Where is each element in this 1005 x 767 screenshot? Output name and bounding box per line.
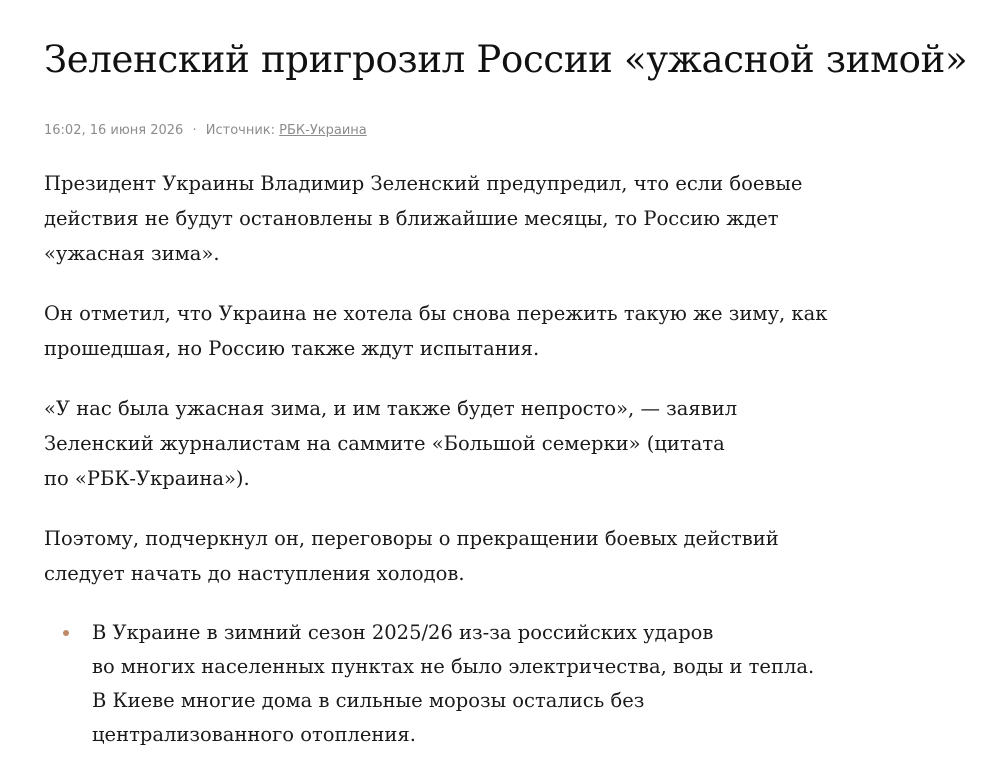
paragraph-line: Поэтому, подчеркнул он, переговоры о прекращении боевых действий [44, 527, 779, 550]
article-meta [44, 122, 367, 140]
paragraph-line: «ужасная зима». [44, 242, 220, 265]
article-headline: Зеленский пригрозил России «ужасной зимой» [44, 38, 968, 81]
paragraph-line: Зеленский журналистам на саммите «Большой семерки» (цитата [44, 432, 725, 455]
paragraph-line: действия не будут остановлены в ближайшие месяцы, то Россию ждет [44, 207, 779, 230]
paragraph-line: Он отметил, что Украина не хотела бы снова пережить такую же зиму, как [44, 302, 828, 325]
article-paragraph [44, 166, 874, 271]
bullet-line: В Украине в зимний сезон 2025/26 из-за российских ударов [92, 621, 714, 644]
bullet-dot-icon [63, 630, 69, 636]
paragraph-line: следует начать до наступления холодов. [44, 562, 465, 585]
bullet-line: В Киеве многие дома в сильные морозы остались без [92, 689, 645, 712]
paragraph-line: «У нас была ужасная зима, и им также будет непросто», — заявил [44, 397, 738, 420]
bullet-line: централизованного отопления. [92, 723, 416, 746]
article-quote-paragraph [44, 391, 784, 496]
publish-datetime: 16:02, 16 июня 2026 [44, 123, 184, 138]
paragraph-line: прошедшая, но Россию также ждут испытания. [44, 337, 540, 360]
source-label: Источник: [205, 123, 276, 138]
bullet-item [44, 616, 904, 752]
source-link[interactable]: РБК-Украина [279, 123, 367, 138]
paragraph-line: Президент Украины Владимир Зеленский предупредил, что если боевые [44, 172, 803, 195]
meta-separator: · [192, 123, 197, 138]
bullet-line: во многих населенных пунктах не было электричества, воды и тепла. [92, 655, 815, 678]
article-paragraph [44, 296, 874, 366]
bullet-list [44, 616, 904, 752]
paragraph-line: по «РБК-Украина»). [44, 467, 250, 490]
article-paragraph [44, 521, 844, 591]
